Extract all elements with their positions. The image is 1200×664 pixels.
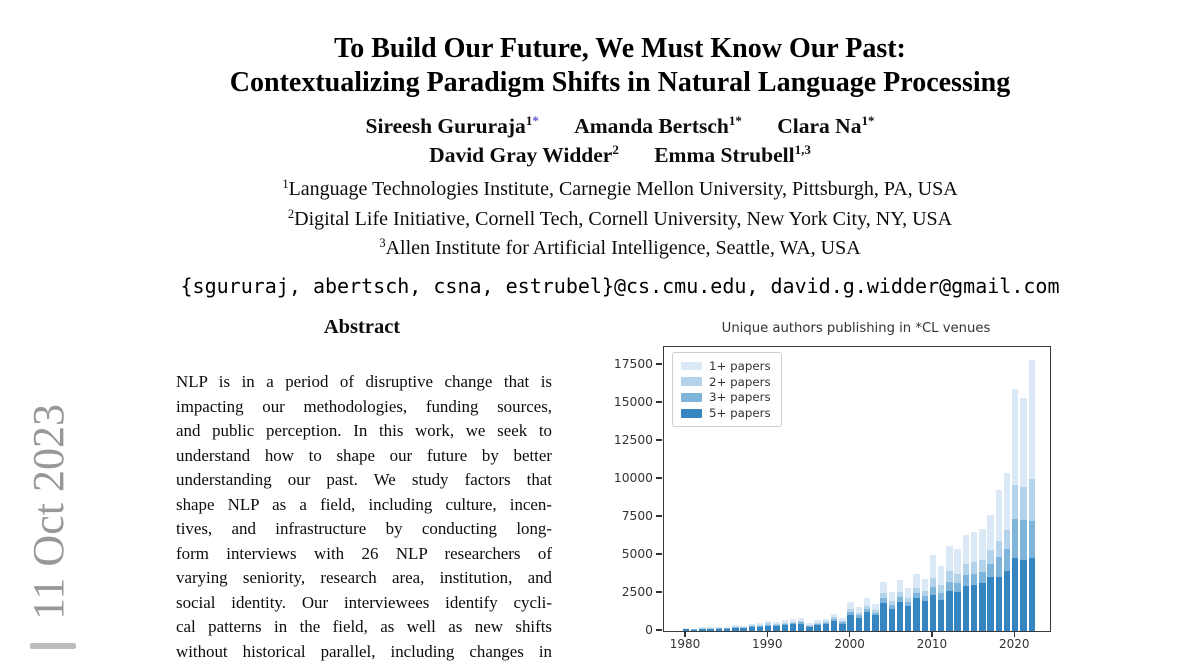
- y-tick-mark: [656, 401, 662, 402]
- abstract-line: and public perception. In this work, we seek to: [176, 419, 552, 444]
- bar-1997: [823, 624, 829, 631]
- bar-2003: [872, 615, 878, 631]
- abstract-line: impacting our methodologies, funding sources,: [176, 395, 552, 420]
- bar-2001: [856, 618, 862, 631]
- legend-row: [681, 405, 771, 421]
- author-superscript: 2: [612, 142, 619, 157]
- abstract-line: social identity. Our interviewees identify cycli-: [176, 591, 552, 616]
- x-tick-mark: [931, 632, 932, 637]
- author-superscript: 1*: [861, 113, 874, 128]
- author: Clara $Na^{1*}$: [777, 114, 874, 138]
- y-tick-label: 7500: [597, 509, 653, 523]
- bar-1981: [691, 630, 697, 631]
- author: Emma Strubell$^{1,3}$: [654, 143, 811, 167]
- bar-1992: [782, 625, 788, 631]
- x-tick-label: 1990: [737, 638, 797, 650]
- author: Sireesh Gururaja$^{1*}$: [366, 114, 539, 138]
- bar-2019: [1004, 571, 1010, 631]
- abstract-text: [176, 370, 552, 664]
- abstract-line: form interviews with 26 NLP researchers of: [176, 542, 552, 567]
- bar-1983: [707, 629, 713, 631]
- bar-2011: [938, 600, 944, 631]
- chart-title: Unique authors publishing in *CL venues: [623, 321, 1089, 336]
- bar-1986: [732, 628, 738, 631]
- x-tick-mark: [684, 632, 685, 637]
- x-tick-label: 2020: [984, 638, 1044, 650]
- bar-1989: [757, 627, 763, 631]
- bar-1996: [814, 625, 820, 631]
- author-superscript: 1*: [526, 113, 539, 128]
- bar-1991: [773, 626, 779, 631]
- bar-2021: [1020, 560, 1026, 631]
- y-tick-label: 12500: [597, 433, 653, 447]
- bar-1994: [798, 624, 804, 631]
- bar-1980: [683, 629, 689, 631]
- affiliation-line: $^1$Language Technologies Institute, Carnegie Mellon University, Pittsburgh, PA, USA: [40, 176, 1200, 206]
- affiliation-line: $^2$Digital Life Initiative, Cornell Tech, Cornell University, New York City, NY, USA: [40, 206, 1200, 236]
- bar-2012: [946, 591, 952, 631]
- y-tick-label: 17500: [597, 357, 653, 371]
- author-line-2: [40, 142, 1200, 171]
- x-tick-mark: [1014, 632, 1015, 637]
- legend-row: [681, 374, 771, 390]
- affiliation-line: $^3$Allen Institute for Artificial Intelligence, Seattle, WA, USA: [40, 235, 1200, 265]
- footnote-asterisk: *: [532, 113, 539, 128]
- legend-label: 3+ papers: [709, 390, 771, 404]
- bar-2007: [905, 606, 911, 631]
- author: David Gray Widder$^2$: [429, 143, 619, 167]
- x-tick-label: 2000: [820, 638, 880, 650]
- x-tick-mark: [849, 632, 850, 637]
- bar-2022: [1029, 558, 1035, 631]
- bar-1982: [699, 629, 705, 631]
- bar-1999: [839, 624, 845, 631]
- footnote-asterisk: *: [735, 113, 742, 128]
- bar-2017: [987, 577, 993, 631]
- bar-2013: [954, 592, 960, 631]
- abstract-line: cal patterns in the field, as well as new shifts: [176, 615, 552, 640]
- legend-swatch: [681, 409, 702, 418]
- x-tick-mark: [767, 632, 768, 637]
- bar-2002: [864, 612, 870, 631]
- legend-label: 5+ papers: [709, 406, 771, 420]
- x-tick-label: 1980: [655, 638, 715, 650]
- author-superscript: 1*: [729, 113, 742, 128]
- bar-2018: [996, 577, 1002, 631]
- bar-2004: [880, 603, 886, 631]
- email-line: {sgururaj, abertsch, csna, estrubel}@cs.cmu.edu, david.g.widder@gmail.com: [40, 274, 1200, 298]
- y-tick-label: 15000: [597, 395, 653, 409]
- bar-2020: [1012, 558, 1018, 631]
- y-tick-label: 5000: [597, 547, 653, 561]
- legend-swatch: [681, 362, 702, 371]
- paper-title-line2: Contextualizing Paradigm Shifts in Natural Language Processing: [40, 66, 1200, 100]
- bar-1995: [806, 627, 812, 631]
- paper-title-line1: To Build Our Future, We Must Know Our Past:: [40, 32, 1200, 66]
- legend-label: 2+ papers: [709, 375, 771, 389]
- bar-1990: [765, 626, 771, 631]
- legend-row: [681, 358, 771, 374]
- legend-swatch: [681, 377, 702, 386]
- y-tick-label: 10000: [597, 471, 653, 485]
- y-tick-mark: [656, 553, 662, 554]
- y-tick-mark: [656, 591, 662, 592]
- bar-1984: [716, 629, 722, 631]
- author: Amanda Bertsch$^{1*}$: [574, 114, 742, 138]
- paper-header: [40, 32, 1200, 298]
- legend-swatch: [681, 393, 702, 402]
- y-tick-mark: [656, 363, 662, 364]
- legend-row: [681, 390, 771, 406]
- abstract-line: tives, and infrastructure by conducting long-: [176, 517, 552, 542]
- bar-2009: [922, 601, 928, 631]
- bar-1987: [740, 628, 746, 631]
- paper-title: [40, 32, 1200, 100]
- chart-legend: [672, 352, 782, 427]
- arxiv-date-watermark: 11 Oct 2023: [23, 387, 75, 637]
- bar-2014: [963, 586, 969, 631]
- abstract-line: shape NLP as a field, including culture, incen-: [176, 493, 552, 518]
- y-tick-mark: [656, 439, 662, 440]
- bar-2016: [979, 583, 985, 631]
- bar-2005: [889, 609, 895, 631]
- arxiv-watermark-cutoff: [30, 643, 76, 649]
- abstract-line: understanding our past. We study factors that: [176, 468, 552, 493]
- bar-2006: [897, 602, 903, 631]
- abstract-line: without historical parallel, including changes in: [176, 640, 552, 664]
- abstract-heading: Abstract: [176, 316, 548, 339]
- chart-axes: [663, 346, 1051, 632]
- legend-label: 1+ papers: [709, 359, 771, 373]
- y-tick-mark: [656, 515, 662, 516]
- bar-1988: [749, 627, 755, 631]
- footnote-asterisk: *: [868, 113, 875, 128]
- bar-2008: [913, 598, 919, 631]
- y-tick-label: 2500: [597, 585, 653, 599]
- bar-2000: [847, 615, 853, 631]
- author-superscript: 1,3: [795, 142, 811, 157]
- bar-1985: [724, 629, 730, 631]
- author-line-1: [40, 113, 1200, 142]
- x-tick-label: 2010: [902, 638, 962, 650]
- affiliations: [40, 176, 1200, 265]
- y-tick-mark: [656, 477, 662, 478]
- y-tick-label: 0: [597, 623, 653, 637]
- abstract-line: varying seniority, research area, institution, and: [176, 566, 552, 591]
- bar-2010: [930, 595, 936, 631]
- abstract-line: NLP is in a period of disruptive change that is: [176, 370, 552, 395]
- bar-2015: [971, 585, 977, 631]
- abstract-line: understand how to shape our future by better: [176, 444, 552, 469]
- bar-1998: [831, 621, 837, 631]
- bar-1993: [790, 624, 796, 631]
- y-tick-mark: [656, 629, 662, 630]
